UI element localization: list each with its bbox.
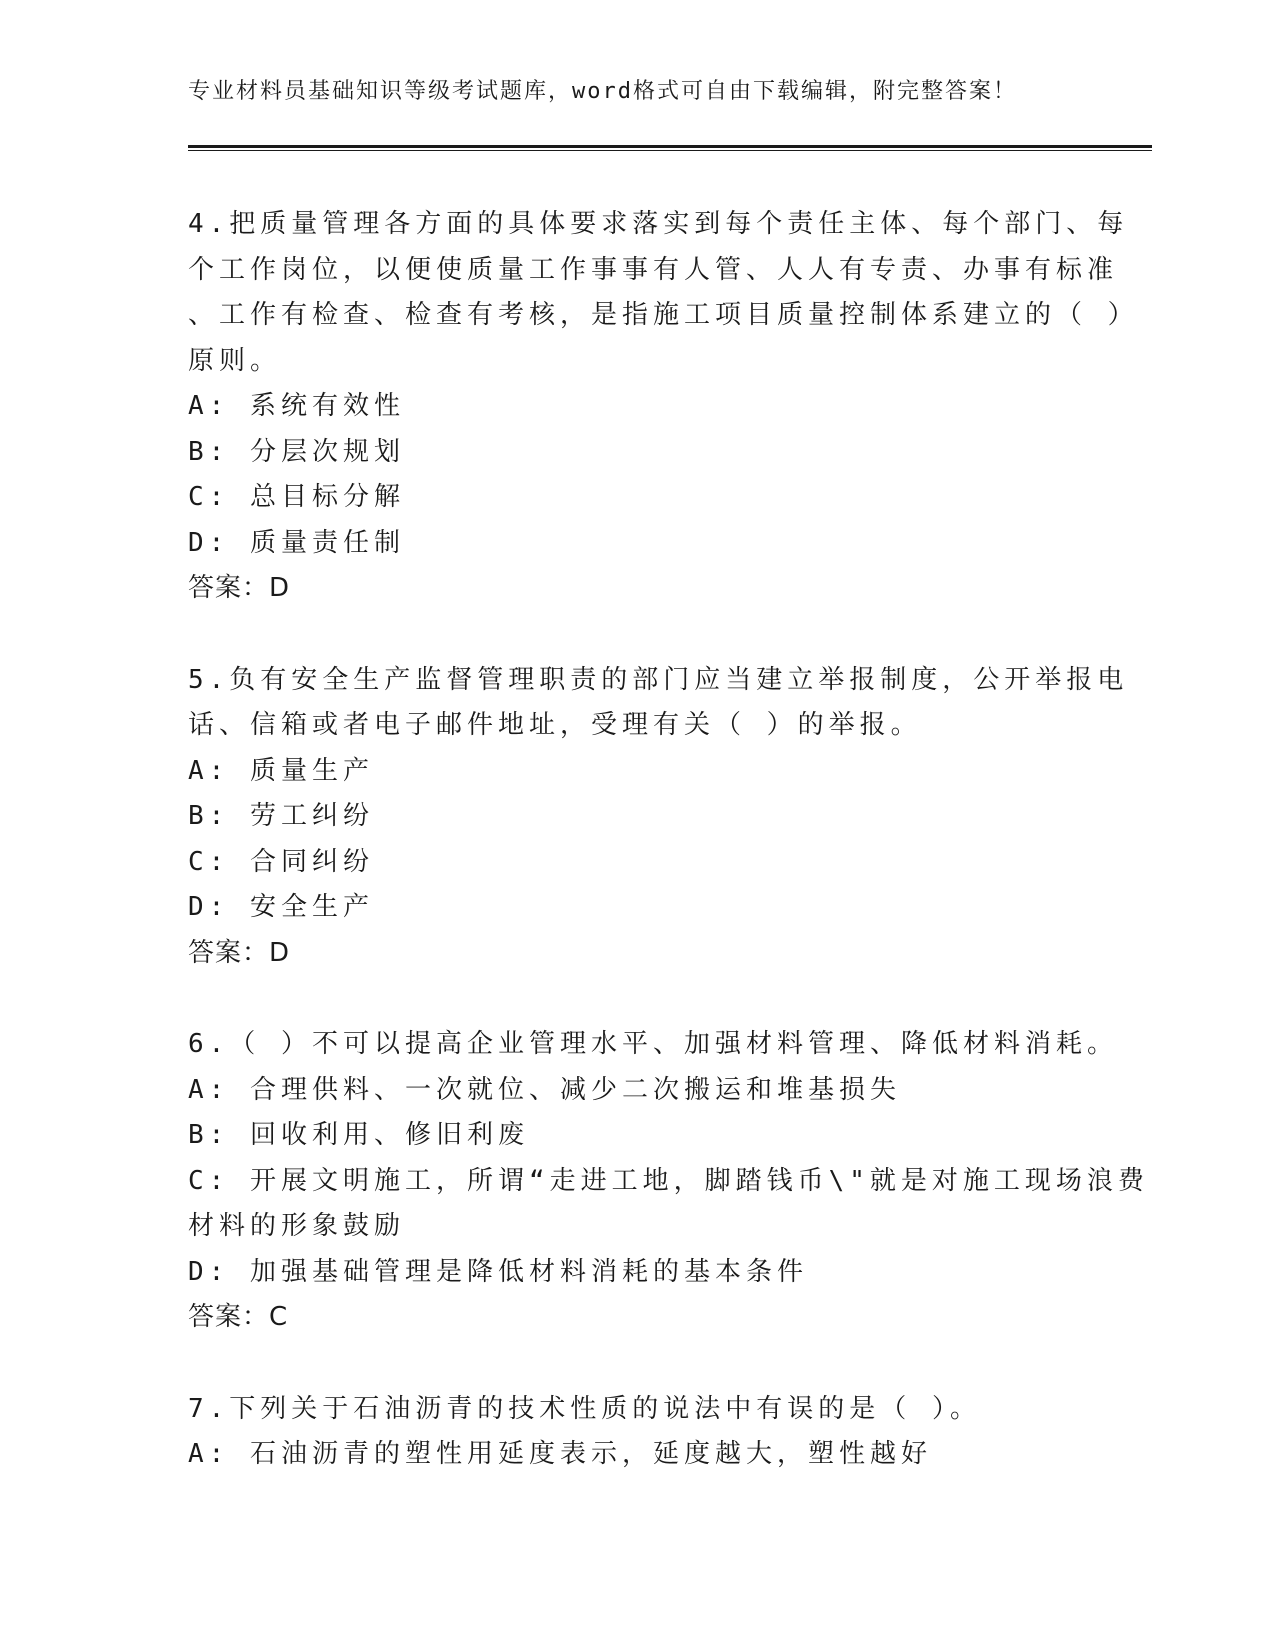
- option-c: C: 总目标分解: [188, 482, 405, 512]
- answer-line: 答案：D: [188, 573, 291, 603]
- question-text: 5.负有安全生产监督管理职责的部门应当建立举报制度，公开举报电: [188, 664, 1129, 695]
- question-text: 话、信箱或者电子邮件地址，受理有关（ ）的举报。: [188, 710, 922, 740]
- option-a: A: 合理供料、一次就位、减少二次搬运和堆基损失: [188, 1074, 901, 1105]
- question-text: 4.把质量管理各方面的具体要求落实到每个责任主体、每个部门、每: [188, 209, 1129, 239]
- question-5: [188, 658, 1129, 977]
- option-b: B: 分层次规划: [188, 436, 405, 467]
- question-text: 7.下列关于石油沥青的技术性质的说法中有误的是（ ）。: [188, 1393, 981, 1424]
- option-b: B: 回收利用、修旧利废: [188, 1120, 529, 1150]
- question-text: 、工作有检查、检查有考核，是指施工项目质量控制体系建立的（ ）: [188, 300, 1139, 330]
- question-list: [188, 202, 1149, 1478]
- option-c-continued: 材料的形象鼓励: [188, 1211, 406, 1241]
- option-a: A: 石油沥青的塑性用延度表示，延度越大，塑性越好: [188, 1439, 932, 1469]
- option-d: D: 安全生产: [188, 892, 374, 922]
- question-7: [188, 1387, 1088, 1478]
- answer-line: 答案：D: [188, 937, 291, 968]
- option-d: D: 加强基础管理是降低材料消耗的基本条件: [188, 1256, 808, 1287]
- option-d: D: 质量责任制: [188, 527, 405, 558]
- header-rule-thin: [188, 150, 1152, 151]
- option-c: C: 开展文明施工，所谓“走进工地，脚踏钱币\"就是对施工现场浪费: [188, 1165, 1149, 1196]
- document-header: 专业材料员基础知识等级考试题库，word格式可自由下载编辑，附完整答案！: [188, 79, 1017, 104]
- question-text: 原则。: [188, 345, 282, 376]
- option-b: B: 劳工纠纷: [188, 801, 374, 831]
- option-a: A: 系统有效性: [188, 391, 405, 421]
- question-text: 6.（ ）不可以提高企业管理水平、加强材料管理、降低材料消耗。: [188, 1029, 1118, 1059]
- question-6: [188, 1022, 1149, 1341]
- question-text: 个工作岗位，以便使质量工作事事有人管、人人有专责、办事有标准: [188, 254, 1119, 285]
- option-c: C: 合同纠纷: [188, 846, 374, 877]
- option-a: A: 质量生产: [188, 755, 374, 786]
- answer-line: 答案：C: [188, 1302, 289, 1332]
- header-rule-thick: [188, 145, 1152, 148]
- question-4: [188, 202, 1139, 612]
